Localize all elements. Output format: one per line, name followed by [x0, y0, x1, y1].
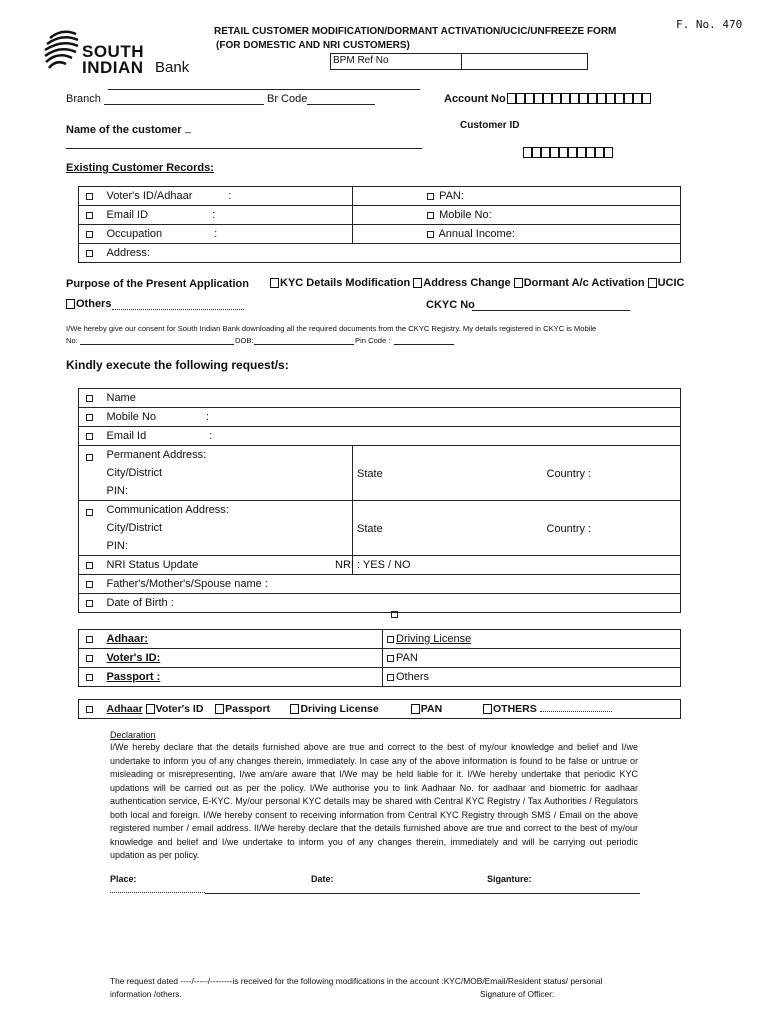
checkbox-icon[interactable] [86, 212, 93, 219]
purpose-others-field[interactable] [112, 309, 244, 310]
detail-row [79, 446, 681, 501]
checkbox-icon[interactable] [66, 299, 75, 309]
checkbox-icon[interactable] [86, 193, 93, 200]
comm-state-label: State [357, 523, 383, 535]
customer-id-label: Customer ID [460, 120, 520, 131]
comm-address-label: Communication Address: [106, 504, 229, 516]
perm-pin-label: PIN: [106, 485, 128, 497]
checkbox-icon[interactable] [146, 704, 155, 714]
declaration-title: Declaration [110, 730, 156, 740]
checkbox-icon[interactable] [427, 231, 434, 238]
signature-label: Siganture: [487, 874, 532, 884]
detail-row [79, 501, 681, 556]
purpose-label: Purpose of the Present Application [66, 278, 249, 290]
doc-others-label: Others [396, 671, 430, 683]
existing-email-label: Email ID [106, 209, 149, 221]
purpose-dormant: Dormant A/c Activation [523, 277, 645, 289]
consent-pin-field[interactable] [394, 344, 454, 345]
bank-logo [42, 28, 202, 76]
branch-field[interactable] [104, 104, 264, 105]
checkbox-icon[interactable] [290, 704, 299, 714]
footer-line1: The request dated ----/-----/--------is received for the following modifications in the account :KYC/MOB/Email/Resident status/ personal [110, 976, 603, 986]
existing-mobile-label: Mobile No: [439, 209, 492, 221]
perm-country-label: Country : [546, 468, 592, 480]
checkbox-icon[interactable] [427, 193, 434, 200]
checkbox-icon[interactable] [387, 636, 394, 643]
br-code-label: Br Code [267, 93, 308, 105]
consent-pin-label: Pin Code : [355, 336, 391, 345]
checkbox-icon[interactable] [86, 454, 93, 461]
checkbox-icon[interactable] [387, 655, 394, 662]
purpose-kyc: KYC Details Modification [280, 277, 411, 289]
existing-pan-label: PAN: [439, 190, 464, 202]
doc-voter-label: Voter's ID: [106, 652, 161, 664]
checkbox-icon[interactable] [86, 231, 93, 238]
form-title: RETAIL CUSTOMER MODIFICATION/DORMANT ACTIVATION/UCIC/UNFREEZE FORM [214, 26, 617, 37]
nri-value[interactable]: NRI : YES / NO [335, 559, 411, 571]
checkbox-icon[interactable] [86, 395, 93, 402]
comm-pin-label: PIN: [106, 540, 128, 552]
checkbox-icon[interactable] [648, 278, 657, 288]
checkbox-icon[interactable] [86, 636, 93, 643]
date-field[interactable] [205, 893, 640, 894]
customer-name-field[interactable] [66, 148, 422, 149]
existing-income-label: Annual Income: [438, 228, 515, 240]
email-label: Email Id [106, 430, 147, 442]
id-driving-label: Driving License [300, 703, 379, 715]
checkbox-icon[interactable] [86, 562, 93, 569]
doc-row [79, 630, 681, 649]
officer-signature-label: Signature of Officer: [480, 989, 555, 999]
ckyc-label: CKYC No [426, 299, 475, 311]
form-number: F. No. 470 [676, 18, 743, 31]
logo-text-indian: INDIAN [82, 58, 144, 77]
place-label: Place: [110, 874, 137, 884]
checkbox-icon[interactable] [86, 706, 93, 713]
id-adhaar-label: Adhaar [106, 703, 143, 715]
ckyc-field[interactable] [472, 310, 630, 311]
detail-row: Email Id : [79, 427, 681, 446]
br-code-field[interactable] [307, 104, 375, 105]
father-label: Father's/Mother's/Spouse name : [106, 578, 268, 590]
execute-title: Kindly execute the following request/s: [66, 358, 289, 372]
form-subtitle: (FOR DOMESTIC AND NRI CUSTOMERS) [216, 40, 410, 51]
details-table [78, 388, 681, 613]
existing-row: Email ID : Mobile No: [79, 206, 681, 225]
checkbox-icon[interactable] [427, 212, 434, 219]
place-field[interactable] [110, 892, 205, 893]
logo-swirl-icon [42, 28, 82, 72]
checkbox-icon[interactable] [86, 581, 93, 588]
logo-text-bank: Bank [155, 59, 190, 76]
account-no-boxes[interactable] [507, 92, 651, 104]
consent-mobile-field[interactable] [80, 344, 234, 345]
existing-voter-label: Voter's ID/Adhaar [106, 190, 193, 202]
existing-row: Voter's ID/Adhaar : PAN: [79, 187, 681, 206]
checkbox-icon[interactable] [387, 674, 394, 681]
consent-text: I/We hereby give our consent for South Indian Bank downloading all the required documents from the CKYC Registry. My details registered in CKYC is Mobile [66, 324, 597, 333]
purpose-others-label: Others [76, 298, 112, 310]
branch-label: Branch [66, 93, 101, 105]
consent-no-label: No: [66, 336, 78, 345]
id-voter-label: Voter's ID [155, 703, 204, 715]
bpm-ref-field[interactable] [461, 54, 462, 69]
bpm-ref-box[interactable] [330, 53, 588, 70]
checkbox-icon[interactable] [413, 278, 422, 288]
name-label: Name [106, 392, 136, 404]
existing-row: Occupation : Annual Income: [79, 225, 681, 244]
purpose-ucic: UCIC [657, 277, 685, 289]
checkbox-icon[interactable] [86, 433, 93, 440]
footer-line2: information /others. [110, 989, 182, 999]
doc-row [79, 649, 681, 668]
customer-name-label: Name of the customer [66, 124, 182, 136]
checkbox-icon[interactable] [411, 704, 420, 714]
checkbox-icon[interactable] [86, 674, 93, 681]
consent-dob-label: DOB: [235, 336, 254, 345]
purpose-options [270, 277, 685, 289]
checkbox-icon[interactable] [86, 509, 93, 516]
consent-dob-field[interactable] [254, 344, 354, 345]
detail-row [79, 575, 681, 594]
account-no-label: Account No [444, 93, 506, 105]
detail-row [79, 389, 681, 408]
detail-row: Mobile No : [79, 408, 681, 427]
existing-address-label: Address: [106, 247, 150, 259]
doc-pan-label: PAN [396, 652, 418, 664]
perm-city-label: City/District [106, 467, 163, 479]
doc-driving-label: Driving License [396, 633, 472, 645]
doc-adhaar-label: Adhaar: [106, 633, 149, 645]
id-others-label: OTHERS [493, 703, 537, 715]
bpm-ref-label: BPM Ref No [333, 55, 389, 66]
customer-id-boxes[interactable] [523, 146, 613, 158]
existing-records-table [78, 186, 681, 263]
purpose-others [66, 298, 111, 310]
branch-top-line [108, 89, 420, 90]
doc-row [79, 668, 681, 687]
customer-name-suffix: _ [185, 122, 192, 134]
logo-text-south: SOUTH [82, 42, 144, 61]
doc-passport-label: Passport : [106, 671, 161, 683]
comm-city-label: City/District [106, 522, 163, 534]
checkbox-icon[interactable] [86, 655, 93, 662]
checkbox-icon[interactable] [215, 704, 224, 714]
declaration-body: I/We hereby declare that the details furnished above are true and correct to the best of my/our knowledge and belief and I/we undertake to inform you of any changes therein, immediately. In case any of the above information is found to be false or untrue or misleading or misrepresenting, I/we am/are aware that I/We may be held liable for it. I/We hereby undertake that periodic KYC updations will be carried out as per the policy. I/We authorise you to link Aadhaar No. for aadhaar and biometric for aadhaar authentication service, E-KYC. My/our personal KYC details may be shared with Central KYC Registry / Tax Authorities / Regulators both local and foreign. I/We hereby consent to receiving information from Central KYC Registry through SMS / Email on the above registered number / email address. II/We hereby declare that the details furnished above are true and correct to the best of my/our knowledge and belief and I/we undertake to inform you of any changes therein, immediately and will be carrying out periodic updation as per policy. [110, 742, 638, 860]
detail-row [79, 556, 681, 575]
purpose-address: Address Change [423, 277, 511, 289]
comm-country-label: Country : [546, 523, 592, 535]
existing-row [79, 244, 681, 263]
nri-label: NRI Status Update [106, 559, 199, 571]
dob-label: Date of Birth : [106, 597, 174, 609]
existing-occupation-label: Occupation [106, 228, 163, 240]
checkbox-icon[interactable] [270, 278, 279, 288]
checkbox-icon[interactable] [514, 278, 523, 288]
kyc-docs-table [78, 629, 681, 687]
detail-row [79, 594, 681, 613]
id-proof-table [78, 699, 681, 719]
mobile-label: Mobile No [106, 411, 157, 423]
id-passport-label: Passport [225, 703, 271, 715]
checkbox-icon[interactable] [86, 600, 93, 607]
checkbox-icon[interactable] [391, 611, 398, 618]
existing-records-title: Existing Customer Records: [66, 162, 214, 174]
checkbox-icon[interactable] [86, 250, 93, 257]
checkbox-icon[interactable] [86, 414, 93, 421]
checkbox-icon[interactable] [483, 704, 492, 714]
id-pan-label: PAN [420, 703, 443, 715]
id-proof-row [79, 700, 681, 719]
perm-state-label: State [357, 468, 383, 480]
perm-address-label: Permanent Address: [106, 449, 207, 461]
date-label: Date: [311, 874, 334, 884]
